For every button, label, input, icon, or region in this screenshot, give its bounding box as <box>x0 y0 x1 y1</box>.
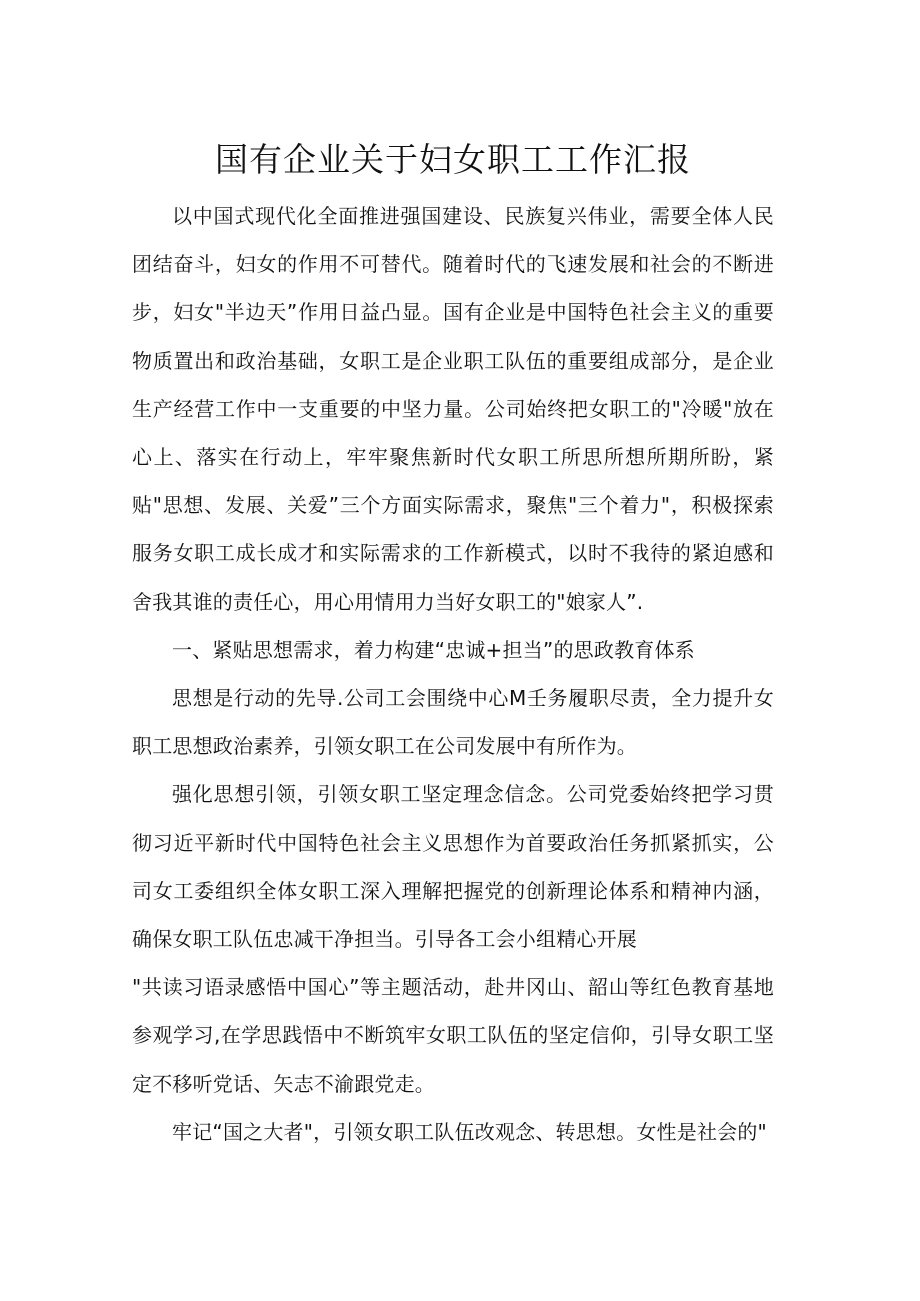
paragraph-strengthen-leadership: 强化思想引领，引领女职工坚定理念信念。公司党委始终把学习贯彻习近平新时代中国特色社会主义思想作为首要政治任务抓紧抓实，公司女工委组织全体女职工深入理解把握党的创新理论体系和精神内涵，确保女职工队伍忠减干净担当。引导各工会小组精心开展 <box>132 782 774 952</box>
section-heading-1: 一、紧贴思想需求，着力构建“忠诚+担当”的思政教育体系 <box>172 637 695 662</box>
paragraph-intro: 以中国式现代化全面推进强国建设、民族复兴伟业，需要全体人民团结奋斗，妇女的作用不可替代。随着时代的飞速发展和社会的不断进步，妇女"半边天”作用日益凸显。国有企业是中国特色社会主义的重要物质置出和政治基础，女职工是企业职工队伍的重要组成部分，是企业生产经营工作中一支重要的中坚力量。公司始终把女职工的"冷暖"放在心上、落实在行动上，牢牢聚焦新时代女职工所思所想所期所盼，紧贴"思想、发展、关爱”三个方面实际需求，聚焦"三个着力"，积极探索服务女职工成长成才和实际需求的工作新模式，以时不我待的紧迫感和舍我其谁的责任心，用心用情用力当好女职工的"娘家人”. <box>132 204 774 614</box>
paragraph-remember-national-interest: 牢记“国之大者"，引领女职工队伍改观念、转思想。女性是社会的" <box>172 1119 767 1144</box>
paragraph-themed-activities: "共读习语录感悟中国心”等主题活动，赴井冈山、韶山等红色教育基地参观学习,在学思践悟中不断筑牢女职工队伍的坚定信仰，引导女职工坚定不移听党话、矢志不渝跟党走。 <box>132 975 774 1096</box>
document-title: 国有企业关于妇女职工工作汇报 <box>215 140 691 179</box>
paragraph-thought-guidance: 思想是行动的先导.公司工会围绕中心M壬务履职尽责，全力提升女职工思想政治素养，引领女职工在公司发展中有所作为。 <box>132 686 774 759</box>
